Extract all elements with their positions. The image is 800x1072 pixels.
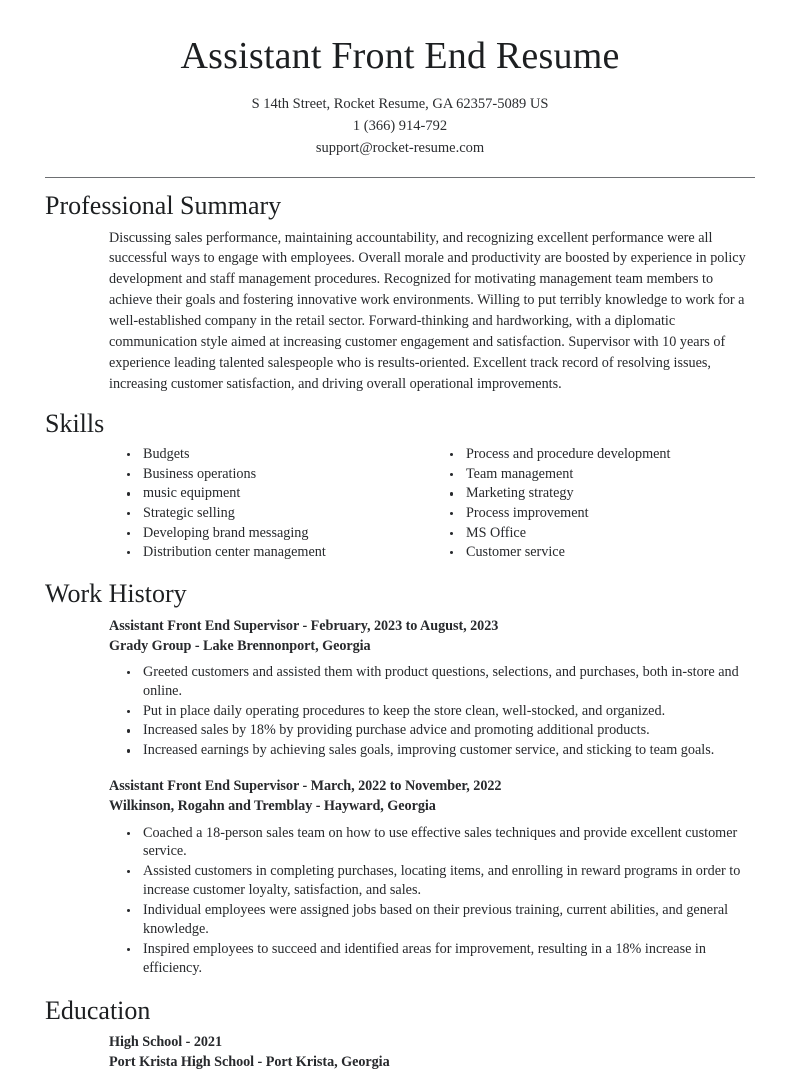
education-degree-line: High School - 2021 (109, 1032, 755, 1052)
section-skills (45, 409, 755, 563)
list-item: music equipment (127, 484, 432, 503)
job-title-line: Assistant Front End Supervisor - March, 2022 to November, 2022 (109, 776, 755, 796)
list-item: Budgets (127, 445, 432, 464)
section-education (45, 996, 755, 1072)
section-heading-skills: Skills (45, 409, 755, 440)
section-work-history (45, 579, 755, 978)
job-company-line: Wilkinson, Rogahn and Tremblay - Hayward, Georgia (109, 796, 755, 816)
list-item: Process and procedure development (450, 445, 755, 464)
section-heading-education: Education (45, 996, 755, 1027)
list-item: Assisted customers in completing purchases, locating items, and enrolling in reward programs in order to increase customer loyalty, satisfaction, and sales. (127, 862, 755, 900)
list-item: Team management (450, 465, 755, 484)
page-title: Assistant Front End Resume (45, 34, 755, 79)
header-divider (45, 177, 755, 178)
list-item: Greeted customers and assisted them with product questions, selections, and purchases, both in-store and online. (127, 663, 755, 701)
section-heading-summary: Professional Summary (45, 191, 755, 222)
list-item: Coached a 18-person sales team on how to use effective sales techniques and provide excellent customer service. (127, 824, 755, 862)
list-item: MS Office (450, 524, 755, 543)
list-item: Increased sales by 18% by providing purchase advice and promoting additional products. (127, 721, 755, 740)
education-school-line: Port Krista High School - Port Krista, Georgia (109, 1052, 755, 1072)
list-item: Process improvement (450, 504, 755, 523)
job-responsibilities-list (109, 663, 755, 760)
list-item: Customer service (450, 543, 755, 562)
skills-list-left (109, 445, 432, 562)
list-item: Increased earnings by achieving sales goals, improving customer service, and sticking to team goals. (127, 741, 755, 760)
list-item: Inspired employees to succeed and identified areas for improvement, resulting in a 18% increase in efficiency. (127, 940, 755, 978)
work-history-entry (45, 776, 755, 977)
education-entry (45, 1032, 755, 1072)
job-title-line: Assistant Front End Supervisor - February, 2023 to August, 2023 (109, 616, 755, 636)
skills-column-left (109, 445, 432, 563)
contact-phone: 1 (366) 914-792 (45, 115, 755, 137)
section-professional-summary (45, 191, 755, 395)
section-heading-work-history: Work History (45, 579, 755, 610)
list-item: Individual employees were assigned jobs based on their previous training, current abilities, and general knowledge. (127, 901, 755, 939)
skills-columns (45, 445, 755, 563)
list-item: Business operations (127, 465, 432, 484)
list-item: Developing brand messaging (127, 524, 432, 543)
summary-body (45, 228, 755, 395)
contact-email: support@rocket-resume.com (45, 137, 755, 159)
job-company-line: Grady Group - Lake Brennonport, Georgia (109, 636, 755, 656)
list-item: Distribution center management (127, 543, 432, 562)
skills-column-right (432, 445, 755, 563)
summary-paragraph: Discussing sales performance, maintaining accountability, and recognizing excellent performance were all successful ways to engage with employees. Overall morale and productivity are boosted by experience in policy development and staff management procedures. Recognized for motivating management team members to achieve their goals and fostering innovative work environments. Willing to put terribly knowledge to work for a well-established company in the retail sector. Forward-thinking and hardworking, with a diplomatic communication style aimed at increasing customer engagement and satisfaction. Supervisor with 10 years of experience leading talented salespeople who is results-oriented. Excellent track record of resolving issues, increasing customer satisfaction, and driving overall operational improvements. (109, 228, 755, 395)
contact-address: S 14th Street, Rocket Resume, GA 62357-5089 US (45, 93, 755, 115)
skills-list-right (432, 445, 755, 562)
list-item: Strategic selling (127, 504, 432, 523)
resume-header (45, 0, 755, 159)
list-item: Put in place daily operating procedures to keep the store clean, well-stocked, and organized. (127, 702, 755, 721)
work-history-entry (45, 616, 755, 761)
list-item: Marketing strategy (450, 484, 755, 503)
job-responsibilities-list (109, 824, 755, 978)
